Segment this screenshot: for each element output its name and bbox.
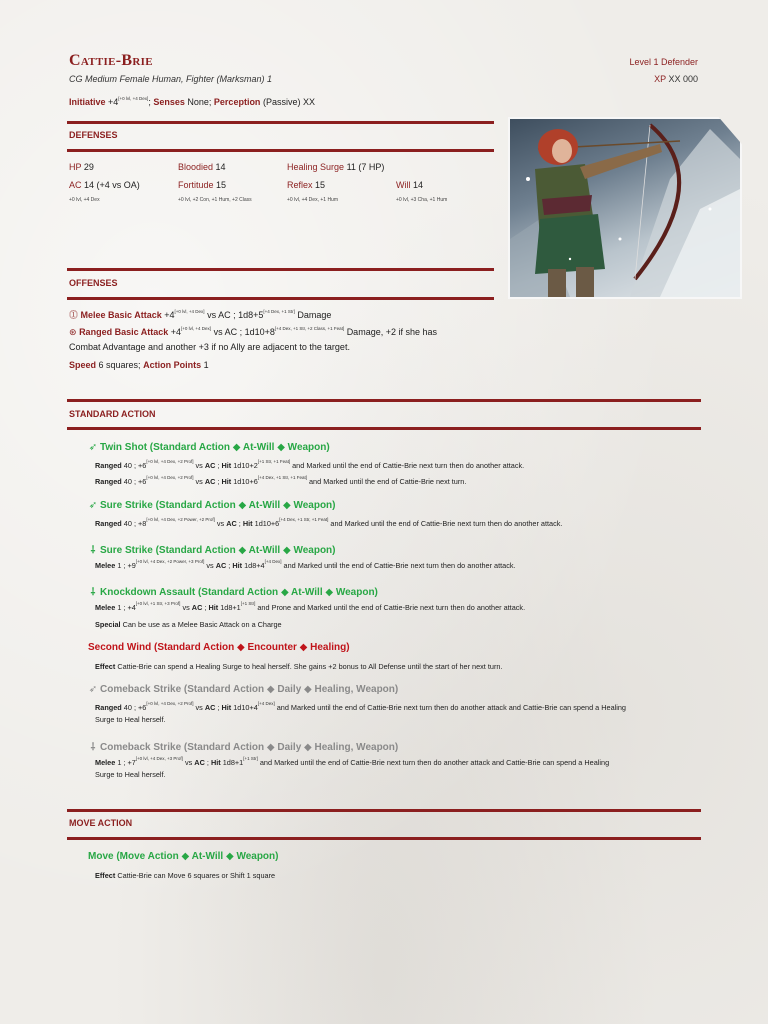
power-comeback-melee-title: ⸸ Comeback Strike (Standard Action ◆ Daily ◆ Healing, Weapon) (88, 739, 398, 753)
character-portrait (508, 117, 742, 299)
melee-sword-icon: ⸸ (90, 545, 96, 556)
hp-stat: HP 29 (69, 162, 94, 172)
standard-bottom-rule (67, 427, 701, 430)
defenses-bottom-rule (67, 149, 494, 152)
power-knockdown-assault-title: ⸸ Knockdown Assault (Standard Action ◆ At-Will ◆ Weapon) (88, 584, 378, 598)
offenses-top-rule (67, 268, 494, 271)
character-subtitle: CG Medium Female Human, Fighter (Marksman) 1 (69, 74, 273, 84)
fortitude-stat: Fortitude 15 (178, 180, 227, 190)
power-sure-strike-melee-title: ⸸ Sure Strike (Standard Action ◆ At-Will ◆ Weapon) (88, 542, 336, 556)
xp-line (654, 74, 698, 84)
power-second-wind-title: Second Wind (Standard Action ◆ Encounter ◆ Healing) (88, 642, 350, 653)
defenses-title: DEFENSES (69, 130, 118, 140)
initiative-value: +4 (108, 97, 119, 107)
bloodied-stat: Bloodied 14 (178, 162, 226, 172)
will-breakdown: +0 lvl, +3 Cha, +1 Hum (396, 197, 448, 203)
offenses-bottom-rule (67, 297, 494, 300)
power-sure-strike-ranged-title: ➶ Sure Strike (Standard Action ◆ At-Will ◆ Weapon) (88, 500, 336, 511)
archer-illustration (510, 119, 740, 297)
melee-sword-icon: ⸸ (90, 587, 96, 598)
senses-value: None; (187, 97, 212, 107)
initiative-label: Initiative (69, 97, 106, 107)
move-bottom-rule (67, 837, 701, 840)
move-title: MOVE ACTION (69, 818, 133, 828)
melee-basic-attack: ⓵ Melee Basic Attack +4[+0 lvl, +4 Dex] vs AC ; 1d8+5[+4 Dex, +1 Str] Damage (69, 309, 332, 320)
speed-line: Speed 6 squares; Action Points 1 (69, 360, 209, 370)
character-level: Level 1 Defender (629, 57, 698, 67)
ranged-basic-attack-cont: Combat Advantage and another +3 if no Ally are adjacent to the target. (69, 342, 350, 352)
perception-label: Perception (213, 97, 261, 107)
will-stat: Will 14 (396, 180, 424, 190)
xp-label: XP (654, 74, 666, 84)
melee-icon: ⓵ (69, 310, 79, 320)
ac-stat: AC 14 (+4 vs OA) (69, 180, 140, 190)
ranged-arrow-icon: ➶ (88, 500, 98, 511)
ranged-arrow-icon: ➶ (88, 684, 98, 695)
twin-shot-line-1: Ranged 40 ; +6[+0 lvl, +4 Dex, +2 Prof] vs AC ; Hit 1d10+2[+1 Str, +1 Feat] and Marked until the end of Cattie-Brie next turn then do another attack. (95, 459, 525, 470)
reflex-stat: Reflex 15 (287, 180, 326, 190)
perception-value: (Passive) XX (262, 97, 315, 107)
ranged-basic-attack: ⊛ Ranged Basic Attack +4[+0 lvl, +4 Dex] vs AC ; 1d10+8[+4 Dex, +1 Str, +2 Class, +1 Feat] Damage, +2 if she has (69, 326, 437, 337)
knockdown-line: Melee 1 ; +4[+0 lvl, +1 Str, +3 Prof] vs AC ; Hit 1d8+1[+1 Str] and Prone and Marked until the end of Cattie-Brie next turn then do another attack. (95, 601, 526, 612)
standard-title: STANDARD ACTION (69, 409, 156, 419)
sure-strike-melee-line: Melee 1 ; +9[+0 lvl, +4 Dex, +2 Power, +3 Prof] vs AC ; Hit 1d8+4[+4 Dex] and Marked until the end of Cattie-Brie next turn then do another attack. (95, 559, 516, 570)
melee-sword-icon: ⸸ (90, 742, 96, 753)
melee-basic-label: Melee Basic Attack (80, 310, 162, 320)
comeback-ranged-line: Ranged 40 ; +6[+0 lvl, +4 Dex, +2 Prof] vs AC ; Hit 1d10+4[+4 Dex] and Marked until the end of Cattie-Brie next turn then do another attack and Cattie-Brie can spend a Healing Surge to Heal herself. (95, 701, 626, 724)
power-twin-shot-title: ➶ Twin Shot (Standard Action ◆ At-Will ◆ Weapon) (88, 442, 330, 453)
fortitude-breakdown: +0 lvl, +2 Con, +1 Hum, +2 Class (178, 197, 252, 203)
ranged-basic-label: Ranged Basic Attack (79, 327, 169, 337)
ranged-icon: ⊛ (69, 327, 77, 337)
offenses-title: OFFENSES (69, 278, 118, 288)
standard-top-rule (67, 399, 701, 402)
ranged-arrow-icon: ➶ (88, 442, 98, 453)
move-top-rule (67, 809, 701, 812)
second-wind-effect: Effect Cattie-Brie can spend a Healing Surge to heal herself. She gains +2 bonus to All Defense until the start of her next turn. (95, 662, 503, 671)
ac-breakdown: +0 lvl, +4 Dex (69, 197, 100, 203)
xp-value: XX 000 (668, 74, 698, 84)
reflex-breakdown: +0 lvl, +4 Dex, +1 Hum (287, 197, 338, 203)
twin-shot-line-2: Ranged 40 ; +6[+0 lvl, +4 Dex, +2 Prof] vs AC ; Hit 1d10+6[+4 Dex, +1 Str, +1 Feat] and Marked until the end of Cattie-Brie next turn. (95, 475, 467, 486)
initiative-line: Initiative +4[+0 lvl, +4 Dex]; Senses None; Perception (Passive) XX (69, 96, 315, 107)
sure-strike-ranged-line: Ranged 40 ; +8[+0 lvl, +4 Dex, +2 Power, +2 Prof] vs AC ; Hit 1d10+6[+4 Dex, +1 Str, +1 Feat] and Marked until the end of Cattie-Brie next turn then do another attack. (95, 517, 563, 528)
power-move-title: Move (Move Action ◆ At-Will ◆ Weapon) (88, 851, 279, 862)
defenses-top-rule (67, 121, 494, 124)
senses-label: Senses (153, 97, 185, 107)
character-name: Cattie-Brie (69, 52, 153, 69)
move-effect: Effect Cattie-Brie can Move 6 squares or Shift 1 square (95, 871, 276, 880)
knockdown-special: Special Can be use as a Melee Basic Attack on a Charge (95, 620, 282, 629)
initiative-breakdown: [+0 lvl, +4 Dex] (118, 96, 149, 101)
comeback-melee-line: Melee 1 ; +7[+0 lvl, +4 Dex, +3 Prof] vs AC ; Hit 1d8+1[+1 Str] and Marked until the end of Cattie-Brie next turn then do another attack and Cattie-Brie can spend a Healing Surge to Heal herself. (95, 756, 610, 779)
power-comeback-ranged-title: ➶ Comeback Strike (Standard Action ◆ Daily ◆ Healing, Weapon) (88, 684, 399, 695)
healing-surge-stat: Healing Surge 11 (7 HP) (287, 162, 385, 172)
